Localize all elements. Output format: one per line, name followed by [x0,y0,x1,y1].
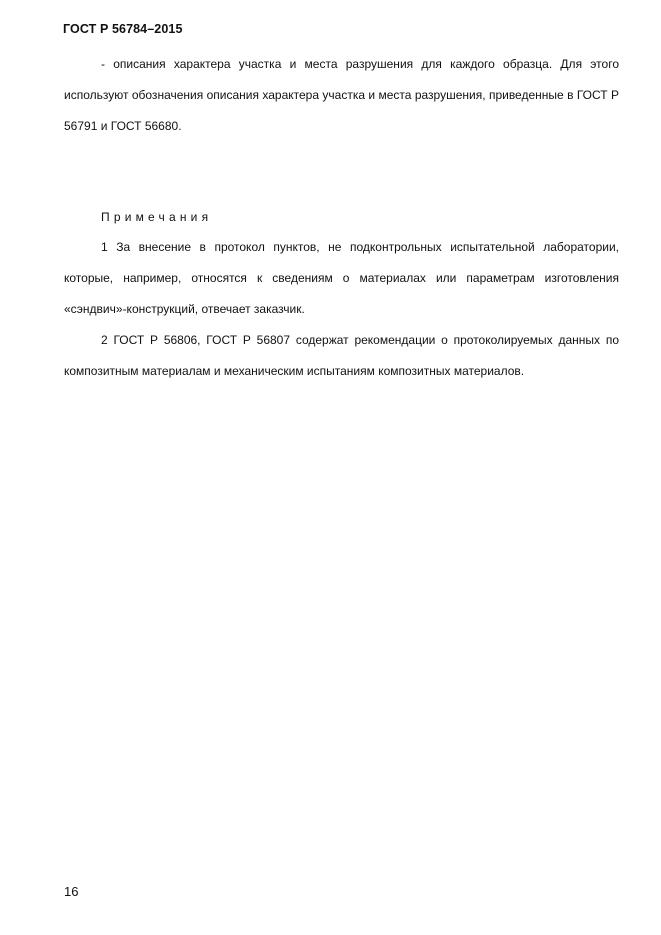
notes-heading: Примечания [101,210,213,224]
document-header-standard-id: ГОСТ Р 56784–2015 [63,22,183,36]
note-item-1: 1 За внесение в протокол пунктов, не подконтрольных испытательной лаборатории, которые, например, относятся к сведениям о материалах или параметрам изготовления «сэндвич»-конструкций, отвечает заказчик. [64,240,619,316]
body-text [64,49,619,142]
body-paragraph: - описания характера участка и места разрушения для каждого образца. Для этого используют обозначения описания характера участка и места разрушения, приведенные в ГОСТ Р 56791 и ГОСТ 56680. [64,57,619,133]
page-number: 16 [64,884,79,899]
notes-list [64,232,619,387]
note-item-2: 2 ГОСТ Р 56806, ГОСТ Р 56807 содержат рекомендации о протоколируемых данных по композитным материалам и механическим испытаниям композитных материалов. [64,333,619,378]
